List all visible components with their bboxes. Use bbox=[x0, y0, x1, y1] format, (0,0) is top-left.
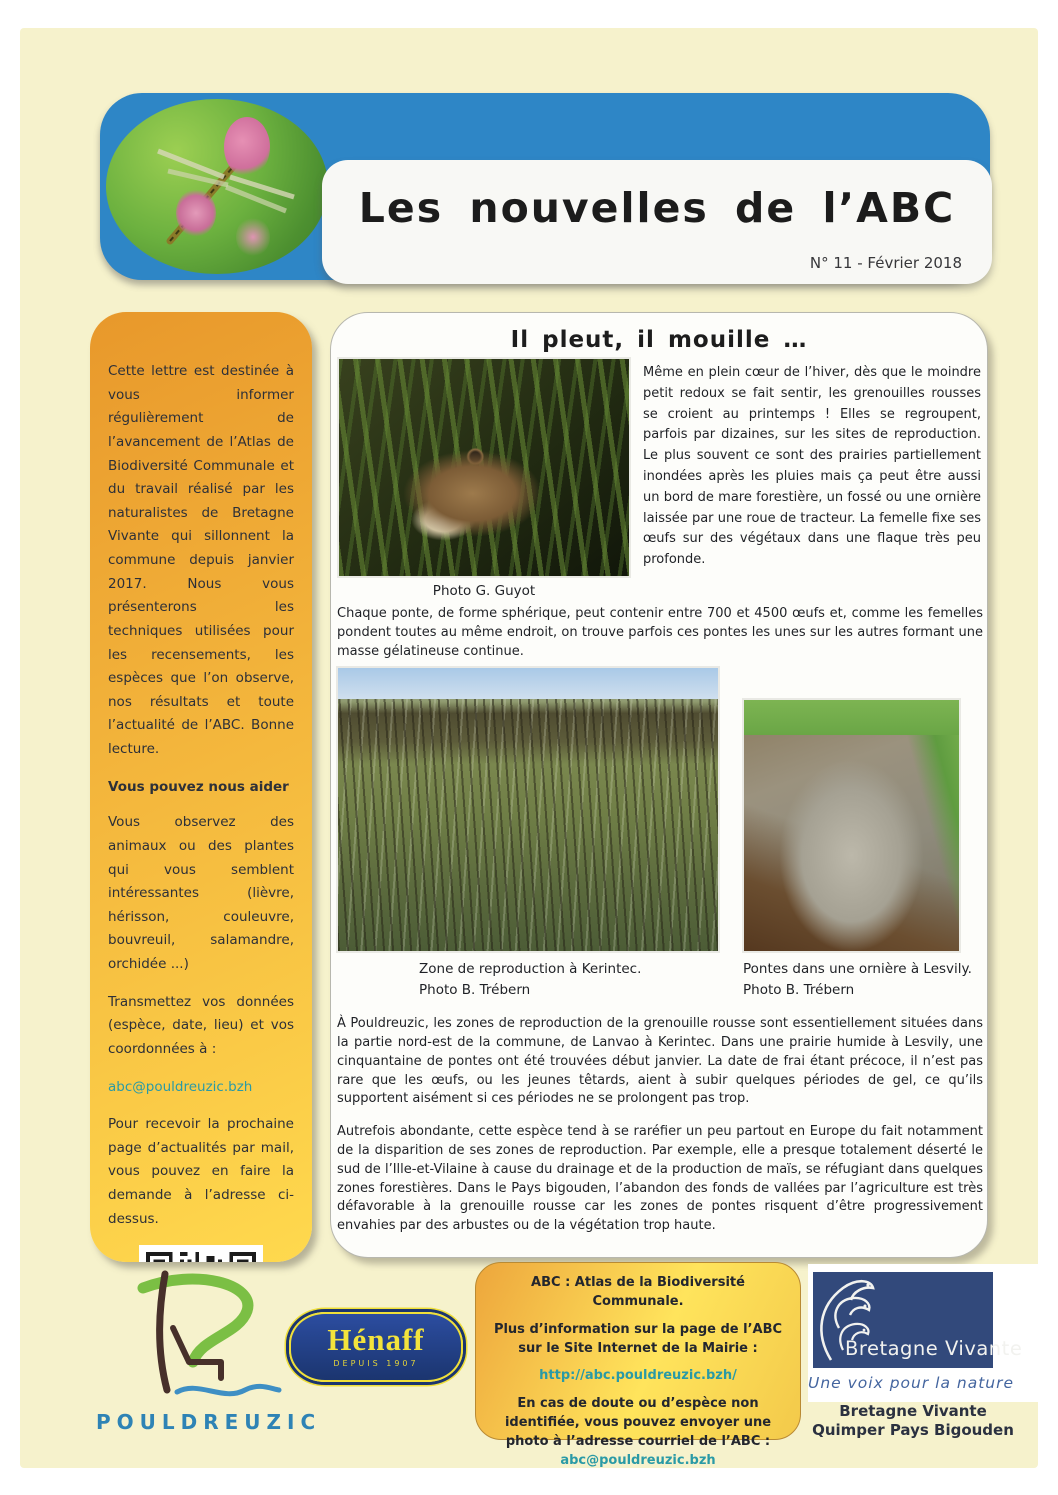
bretagne-vivante-logo bbox=[813, 1272, 1023, 1368]
sidebar-email-link[interactable]: abc@pouldreuzic.bzh bbox=[108, 1078, 253, 1095]
abc-line1: ABC : Atlas de la Biodiversité Communale. bbox=[531, 1275, 745, 1309]
rut-caption-line1: Pontes dans une ornière à Lesvily. bbox=[743, 961, 972, 977]
frog-photo bbox=[337, 357, 631, 578]
rut-caption-line2: Photo B. Trébern bbox=[743, 981, 855, 998]
bv-org-line1: Bretagne Vivante bbox=[839, 1402, 987, 1420]
abc-url-link[interactable]: http://abc.pouldreuzic.bzh/ bbox=[539, 1368, 737, 1384]
issue-number: N° 11 - Février 2018 bbox=[809, 254, 962, 272]
sidebar bbox=[90, 312, 312, 1262]
bv-org-line2: Quimper Pays Bigouden bbox=[812, 1420, 1014, 1439]
article-paragraph-3: À Pouldreuzic, les zones de reproduction de la grenouille rousse sont essentiellement situées dans la partie nord-est de la commune, de Lanvao à Kerintec. Dans une prairie humide à Lesvily, une cinquantaine de pontes ont été trouvées début janvier. La date de frai étant précoce, il n’est pas rare que les œufs, ou les jeunes têtards, aient à subir quelques périodes de gel, ce qu’ils supportent aisément si ces périodes ne se prolongent pas trop. bbox=[337, 1016, 983, 1107]
rut-photo-caption bbox=[743, 959, 972, 1001]
dragonfly-photo bbox=[106, 99, 328, 274]
abc-line2: Plus d’information sur la page de l’ABC sur le Site Internet de la Mairie : bbox=[493, 1321, 783, 1356]
abc-info-box bbox=[475, 1262, 801, 1468]
sidebar-intro: Cette lettre est destinée à vous informer régulièrement de l’avancement de l’Atlas de Biodiversité Communale et du travail réalisé par les naturalistes de Bretagne Vivante qui sillonnent la commune depuis janvier 2017. Nous vous présenterons les techniques utilisées pour les recensements, les espèces que l’on observe, nos résultats et toute l’actualité de l’ABC. Bonne lecture. bbox=[108, 363, 294, 757]
article-title: Il pleut, il mouille … bbox=[510, 327, 808, 353]
article-panel bbox=[330, 312, 988, 1258]
henaff-name: Hénaff bbox=[327, 1322, 425, 1357]
article-paragraph-4: Autrefois abondante, cette espèce tend à se raréfier un peu partout en Europe du fait notamment de la disparition de ses zones de reproduction. Par exemple, elle a presque totalement déserté le sud de l’Ille-et-Vilaine à cause du drainage et de la production de maïs, se réfugiant dans quelques zones forestières. Dans le Pays bigouden, l’abandon des fonds de vallées par l’agriculture est très défavorable à la grenouille rousse car les zones de pontes risquent d’être progressivement envahies par des arbustes ou de la végétation trop haute. bbox=[337, 1124, 983, 1234]
sidebar-mail-paragraph: Pour recevoir la prochaine page d’actualités par mail, vous pouvez en faire la demande à l’adresse ci-dessus. bbox=[108, 1116, 294, 1227]
article-paragraph-1: Même en plein cœur de l’hiver, dès que le moindre petit redoux se fait sentir, les grenouilles rousses se croient au printemps ! Elles se regroupent, parfois par dizaines, sur les sites de reproduction. Le plus souvent ce sont des prairies partiellement inondées après les pluies mais ça peut être aussi un bord de mare forestière, un fossé ou une ornière laissée par une roue de tracteur. La femelle fixe ses œufs sur des végétaux dans une flaque très peu profonde. bbox=[643, 365, 981, 568]
qr-code bbox=[139, 1245, 263, 1262]
bretagne-vivante-org bbox=[808, 1402, 1018, 1440]
meadow-caption-line1: Zone de reproduction à Kerintec. bbox=[419, 961, 642, 977]
pouldreuzic-logo bbox=[96, 1266, 322, 1442]
sidebar-help-paragraph: Vous observez des animaux ou des plantes qui vous semblent intéressantes (lièvre, hérisson, couleuvre, bouvreuil, salamandre, orchidée ...) bbox=[108, 814, 294, 972]
newsletter-title: Les nouvelles de l’ABC bbox=[358, 184, 956, 232]
meadow-photo-caption bbox=[419, 959, 641, 1001]
meadow-photo bbox=[336, 666, 720, 953]
pouldreuzic-logo-icon bbox=[101, 1266, 301, 1408]
pouldreuzic-label: POULDREUZIC bbox=[96, 1410, 322, 1434]
title-card bbox=[322, 160, 992, 284]
abc-line3 bbox=[486, 1395, 790, 1470]
sidebar-transmit-paragraph: Transmettez vos données (espèce, date, lieu) et vos coordonnées à : bbox=[108, 993, 294, 1057]
flower-spot bbox=[236, 217, 270, 257]
henaff-logo bbox=[289, 1312, 463, 1382]
bretagne-vivante-tagline: Une voix pour la nature bbox=[808, 1374, 1015, 1392]
sidebar-help-heading: Vous pouvez nous aider bbox=[108, 778, 289, 795]
bretagne-vivante-block bbox=[808, 1264, 1046, 1402]
abc-line3-text: En cas de doute ou d’espèce non identifiée, vous pouvez envoyer une photo à l’adresse courriel de l’ABC : bbox=[504, 1396, 772, 1449]
flower-spot bbox=[224, 117, 270, 177]
dragonfly-icon bbox=[106, 99, 328, 274]
abc-email-link[interactable]: abc@pouldreuzic.bzh bbox=[560, 1452, 716, 1468]
flower-spot bbox=[176, 189, 216, 237]
bretagne-vivante-logo-text: Bretagne Vivante bbox=[845, 1337, 1023, 1360]
henaff-since: DEPUIS 1907 bbox=[333, 1359, 419, 1368]
rut-photo bbox=[742, 698, 961, 953]
frog-photo-caption: Photo G. Guyot bbox=[432, 583, 536, 599]
article-paragraph-2: Chaque ponte, de forme sphérique, peut contenir entre 700 et 4500 œufs et, comme les femelles pondent toutes au même endroit, on trouve parfois ces pontes les unes sur les autres formant une masse gélatineuse continue. bbox=[337, 606, 983, 659]
meadow-caption-line2: Photo B. Trébern bbox=[419, 981, 531, 998]
